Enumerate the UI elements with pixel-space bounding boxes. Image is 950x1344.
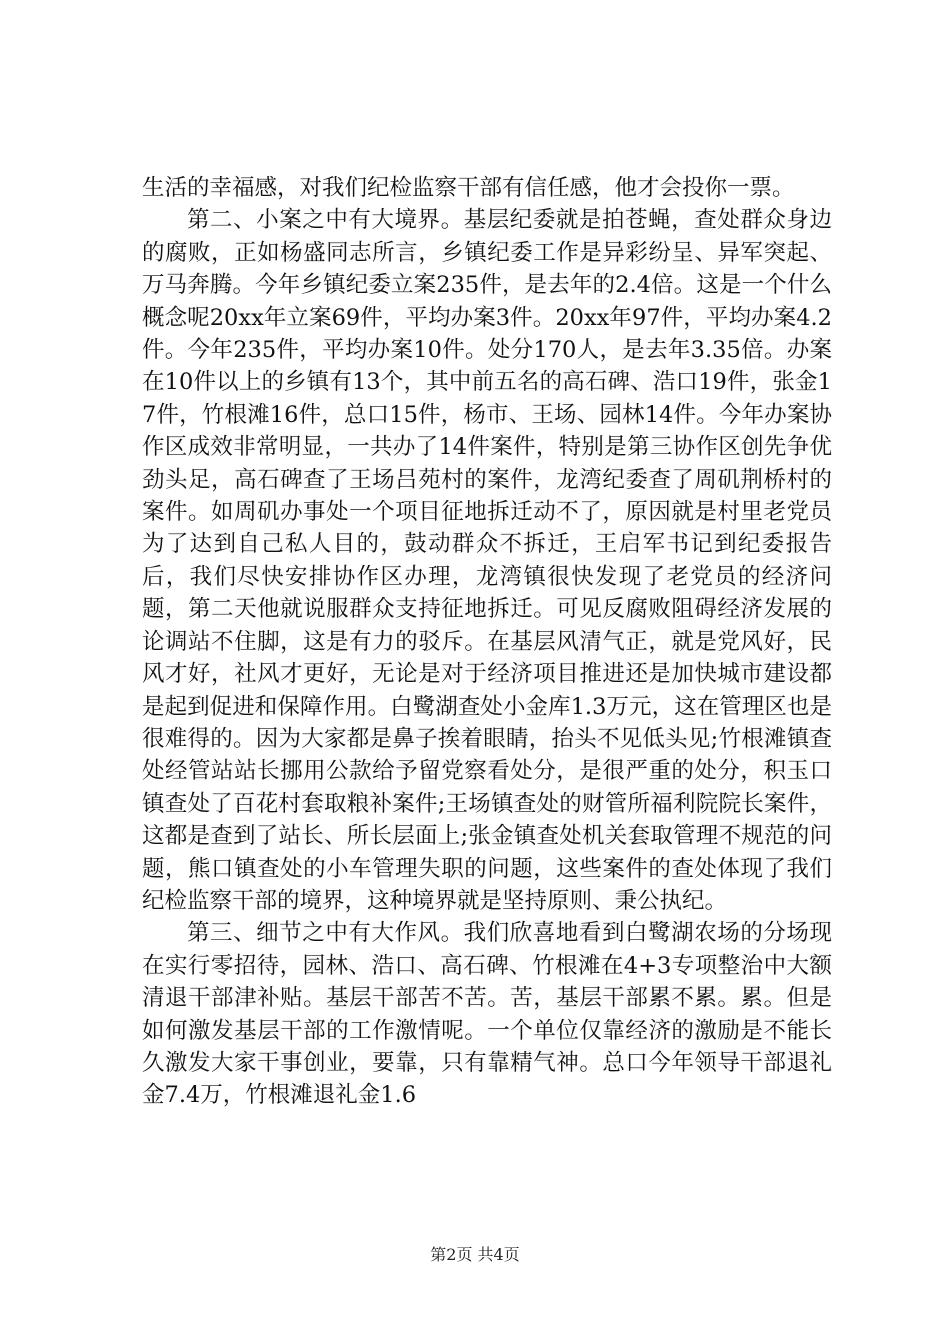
page-number-footer: 第2页 共4页 xyxy=(430,1245,520,1264)
paragraph-second-point: 第二、小案之中有大境界。基层纪委就是拍苍蝇，查处群众身边的腐败，正如杨盛同志所言，乡镇纪委工作是异彩纷呈、异军突起、万马奔腾。今年乡镇纪委立案235件，是去年的2.4倍。这是一个什么概念呢20xx年立案69件，平均办案3件。20xx年97件，平均办案4.2件。今年235件，平均办案10件。处分170人，是去年3.35倍。办案在10件以上的乡镇有13个，其中前五名的高石碑、浩口19件，张金17件，竹根滩16件，总口15件，杨市、王场、园林14件。今年办案协作区成效非常明显，一共办了14件案件，特别是第三协作区创先争优劲头足，高石碑查了王场吕苑村的案件，龙湾纪委查了周矶荆桥村的案件。如周矶办事处一个项目征地拆迁动不了，原因就是村里老党员为了达到自己私人目的，鼓动群众不拆迁，王启军书记到纪委报告后，我们尽快安排协作区办理，龙湾镇很快发现了老党员的经济问题，第二天他就说服群众支持征地拆迁。可见反腐败阻碍经济发展的论调站不住脚，这是有力的驳斥。在基层风清气正，就是党风好，民风才好，社风才更好，无论是对于经济项目推进还是加快城市建设都是起到促进和保障作用。白鹭湖查处小金库1.3万元，这在管理区也是很难得的。因为大家都是鼻子挨着眼睛，抬头不见低头见;竹根滩镇查处经管站站长挪用公款给予留党察看处分，是很严重的处分，积玉口镇查处了百花村套取粮补案件;王场镇查处的财管所福利院院长案件，这都是查到了站长、所长层面上;张金镇查处机关套取管理不规范的问题，熊口镇查处的小车管理失职的问题，这些案件的查处体现了我们纪检监察干部的境界，这种境界就是坚持原则、秉公执纪。 xyxy=(142,207,832,914)
paragraph-third-point: 第三、细节之中有大作风。我们欣喜地看到白鹭湖农场的分场现在实行零招待，园林、浩口、高石碑、竹根滩在4+3专项整治中大额清退干部津补贴。基层干部苦不苦。苦，基层干部累不累。累。但是如何激发基层干部的工作激情呢。一个单位仅靠经济的激励是不能长久激发大家干事创业，要靠，只有靠精气神。总口今年领导干部退礼金7.4万，竹根滩退礼金1.6 xyxy=(142,920,832,1109)
document-body xyxy=(142,172,832,1112)
paragraph-continuation: 生活的幸福感，对我们纪检监察干部有信任感，他才会投你一票。 xyxy=(142,175,795,201)
